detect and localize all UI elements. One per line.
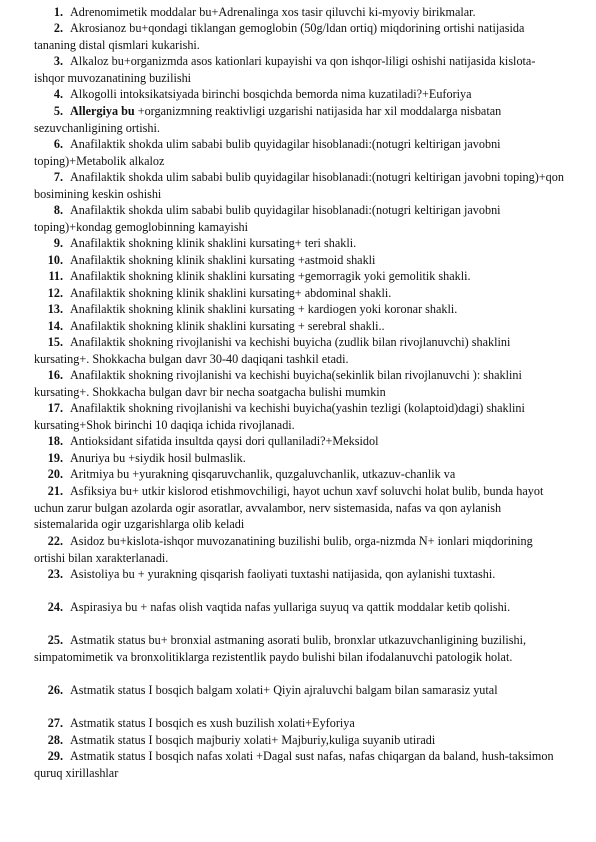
list-item-28 <box>34 732 564 749</box>
item-number: 14. <box>47 319 63 333</box>
list-item-18 <box>34 433 564 450</box>
item-text: Anafilaktik shokda ulim sababi bulib quyidagilar hisoblanadi:(notugri keltirigan javobni toping)+qon bosimining keskin oshishi <box>34 170 564 201</box>
item-text: Anafilaktik shokda ulim sababi bulib quyidagilar hisoblanadi:(notugri keltirigan javobni toping)+Metabolik alkaloz <box>34 137 501 168</box>
item-number: 21. <box>47 484 63 498</box>
item-text: Aritmiya bu +yurakning qisqaruvchanlik, quzgaluvchanlik, utkazuv-chanlik va <box>70 467 456 481</box>
list-item-9 <box>34 235 564 252</box>
list-item-15 <box>34 334 564 367</box>
item-text: +organizmning reaktivligi uzgarishi natijasida har xil moddalarga nisbatan sezuvchanligining ortishi. <box>34 104 502 135</box>
item-number: 18. <box>47 434 63 448</box>
item-text: Alkogolli intoksikatsiyada birinchi bosqichda bemorda nima kuzatiladi?+Euforiya <box>70 87 472 101</box>
list-item-12 <box>34 285 564 302</box>
list-item-13 <box>34 301 564 318</box>
item-text: Anafilaktik shokning klinik shaklini kursating + serebral shakli.. <box>70 319 385 333</box>
item-number: 17. <box>47 401 63 415</box>
item-text: Anafilaktik shokning rivojlanishi va kechishi buyicha(yashin tezligi (kolaptoid)dagi) shaklini kursating+Shok birinchi 10 daqiqa ichida rivojlanadi. <box>34 401 525 432</box>
item-number: 23. <box>47 567 63 581</box>
list-item-17 <box>34 400 564 433</box>
item-number: 13. <box>47 302 63 316</box>
list-item-10 <box>34 252 564 269</box>
list-item-14 <box>34 318 564 335</box>
item-bold-term: Allergiya bu <box>70 104 135 118</box>
list-item-5 <box>34 103 564 136</box>
list-item-26 <box>34 682 564 699</box>
item-text: Anafilaktik shokning klinik shaklini kursating+ abdominal shakli. <box>70 286 392 300</box>
item-text: Anuriya bu +siydik hosil bulmaslik. <box>70 451 246 465</box>
list-item-25 <box>34 632 564 665</box>
item-number: 26. <box>47 683 63 697</box>
item-text: Anafilaktik shokning klinik shaklini kursating+ teri shakli. <box>70 236 357 250</box>
item-number: 5. <box>53 104 63 118</box>
item-number: 29. <box>47 749 63 763</box>
item-number: 4. <box>53 87 63 101</box>
list-item-6 <box>34 136 564 169</box>
list-item-1 <box>34 4 564 21</box>
list-item-22 <box>34 533 564 566</box>
item-text: Aspirasiya bu + nafas olish vaqtida nafas yullariga suyuq va qattik moddalar ketib qolishi. <box>70 600 511 614</box>
item-number: 6. <box>53 137 63 151</box>
item-text: Anafilaktik shokning klinik shaklini kursating +gemorragik yoki gemolitik shakli. <box>70 269 471 283</box>
item-text: Astmatik status I bosqich majburiy xolati+ Majburiy,kuliga suyanib utiradi <box>70 733 436 747</box>
item-number: 10. <box>47 253 63 267</box>
item-number: 8. <box>53 203 63 217</box>
item-number: 25. <box>47 633 63 647</box>
item-number: 1. <box>53 5 63 19</box>
item-number: 24. <box>47 600 63 614</box>
item-number: 7. <box>53 170 63 184</box>
list-item-21 <box>34 483 564 533</box>
item-text: Asistoliya bu + yurakning qisqarish faoliyati tuxtashi natijasida, qon aylanishi tuxtashi. <box>70 567 496 581</box>
item-number: 20. <box>47 467 63 481</box>
item-text: Antioksidant sifatida insultda qaysi dori qullaniladi?+Meksidol <box>70 434 379 448</box>
item-number: 27. <box>47 716 63 730</box>
item-text: Anafilaktik shokning rivojlanishi va kechishi buyicha (zudlik bilan rivojlanuvchi) shaklini kursating+. Shokkacha bulgan davr 30-40 daqiqani tashkil etadi. <box>34 335 511 366</box>
item-text: Asidoz bu+kislota-ishqor muvozanatining buzilishi bulib, orga-nizmda N+ ionlari miqdorining ortishi bilan xarakterlanadi. <box>34 534 533 565</box>
item-number: 19. <box>47 451 63 465</box>
list-item-3 <box>34 53 564 86</box>
item-number: 16. <box>47 368 63 382</box>
item-text: Adrenomimetik moddalar bu+Adrenalinga xos tasir qiluvchi ki-myoviy birikmalar. <box>70 5 476 19</box>
item-number: 28. <box>47 733 63 747</box>
item-number: 22. <box>47 534 63 548</box>
list-item-19 <box>34 450 564 467</box>
list-item-29 <box>34 748 564 781</box>
list-item-20 <box>34 466 564 483</box>
item-text: Astmatik status I bosqich nafas xolati +Dagal sust nafas, nafas chiqargan da baland, hush-taksimon quruq xirillashlar <box>34 749 554 780</box>
item-text: Asfiksiya bu+ utkir kislorod etishmovchiligi, hayot uchun xavf soluvchi holat bulib, bunda hayot uchun zarur bulgan azolarda ogir asoratlar, avvalambor, nerv sistemasida, nafas va qon aylanish sistemalarida ogir uzgarishlarga olib keladi <box>34 484 544 531</box>
item-text: Anafilaktik shokning klinik shaklini kursating +astmoid shakli <box>70 253 376 267</box>
item-text: Akrosianoz bu+qondagi tiklangan gemoglobin (50g/ldan ortiq) miqdorining ortishi natijasida tananing distal qismlari kukarishi. <box>34 21 525 52</box>
list-item-4 <box>34 86 564 103</box>
item-number: 15. <box>47 335 63 349</box>
list-item-23 <box>34 566 564 583</box>
item-text: Anafilaktik shokda ulim sababi bulib quyidagilar hisoblanadi:(notugri keltirigan javobni toping)+kondag gemoglobinning kamayishi <box>34 203 501 234</box>
item-text: Anafilaktik shokning klinik shaklini kursating + kardiogen yoki koronar shakli. <box>70 302 458 316</box>
item-number: 2. <box>53 21 63 35</box>
item-number: 3. <box>53 54 63 68</box>
list-item-16 <box>34 367 564 400</box>
item-text: Anafilaktik shokning rivojlanishi va kechishi buyicha(sekinlik bilan rivojlanuvchi ): shaklini kursating+. Shokkacha bulgan davr bir necha soatgacha bulishi mumkin <box>34 368 522 399</box>
item-text: Astmatik status bu+ bronxial astmaning asorati bulib, bronxlar utkazuvchanligining buzilishi, simpatomimetik va bronxolitiklarga rezistentlik paydo bulishi bilan ifodalanuvchi patologik holat. <box>34 633 527 664</box>
list-item-2 <box>34 20 564 53</box>
item-text: Astmatik status I bosqich balgam xolati+ Qiyin ajraluvchi balgam bilan samarasiz yutal <box>70 683 498 697</box>
list-item-27 <box>34 715 564 732</box>
item-text: Astmatik status I bosqich es xush buzilish xolati+Eyforiya <box>70 716 355 730</box>
item-number: 9. <box>53 236 63 250</box>
item-text: Alkaloz bu+organizmda asos kationlari kupayishi va qon ishqor-liligi oshishi natijasida kislota-ishqor muvozanatining buzilishi <box>34 54 536 85</box>
item-number: 11. <box>48 269 63 283</box>
item-number: 12. <box>47 286 63 300</box>
list-item-8 <box>34 202 564 235</box>
list-item-7 <box>34 169 564 202</box>
list-item-11 <box>34 268 564 285</box>
list-item-24 <box>34 599 564 616</box>
